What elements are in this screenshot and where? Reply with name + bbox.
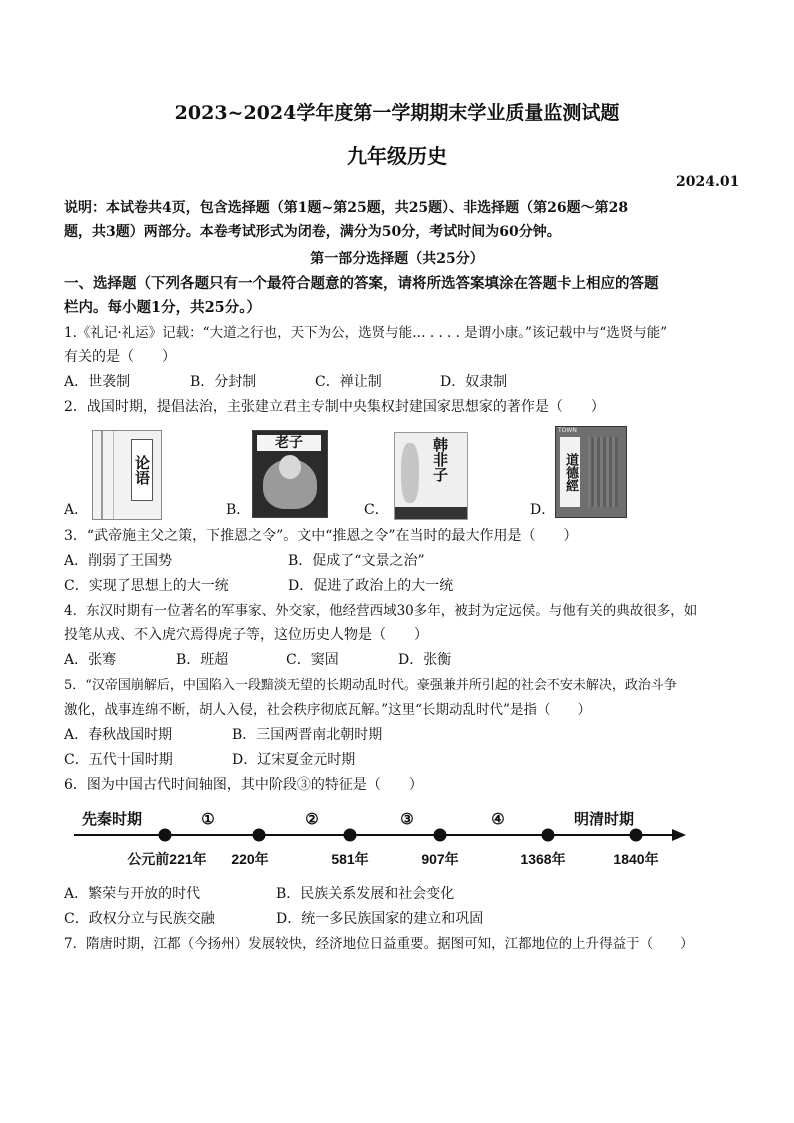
instructions-line-2: 题，共3题）两部分。本卷考试形式为闭卷，满分为50分，考试时间为60分钟。	[64, 224, 561, 240]
timeline-period-label: ③	[400, 811, 414, 828]
q6-option-b: B．民族关系发展和社会变化	[276, 886, 455, 902]
q6-option-c: C．政权分立与民族交融	[64, 911, 215, 927]
part-one-line-1: 一、选择题（下列各题只有一个最符合题意的答案，请将所选答案填涂在答题卡上相应的答题	[64, 275, 659, 292]
q4-option-b: B．班超	[176, 652, 229, 668]
instructions-line-1: 说明：本试卷共4页，包含选择题（第1题~第25题，共25题）、非选择题（第26题～第28	[64, 200, 629, 216]
section-title: 第一部分选择题（共25分）	[310, 251, 484, 267]
question-4-stem: 4．东汉时期有一位著名的军事家、外交家，他经营西域30多年，被封为定远侯。与他有关的典故很多，如	[64, 603, 698, 619]
history-timeline	[0, 800, 794, 880]
part-one-line-2: 栏内。每小题1分，共25分。）	[64, 299, 262, 316]
question-3-stem: 3．“武帝施主父之策，下推恩之令”。文中“推恩之令”在当时的最大作用是（ ）	[64, 528, 578, 544]
timeline-node	[253, 829, 266, 842]
q4-option-a: A．张骞	[64, 652, 117, 668]
book-title-label: 论语	[131, 439, 153, 501]
question-1-stem: 1.《礼记·礼运》记载：“大道之行也，天下为公，选贤与能… . . . . 是谓小康。”该记载中与“选贤与能”	[64, 325, 668, 341]
book-cover-hanfeizi	[394, 432, 468, 520]
question-5-stem-cont: 激化，战事连绵不断，胡人入侵，社会秩序彻底瓦解。”这里“长期动乱时代”是指（ ）	[64, 702, 591, 718]
book-cover-laozi	[252, 430, 328, 518]
q2-option-c: C．	[364, 502, 389, 518]
timeline-year-label: 1368年	[520, 851, 566, 867]
question-2-stem: 2．战国时期，提倡法治，主张建立君主专制中央集权封建国家思想家的著作是（ ）	[64, 399, 605, 415]
timeline-node	[159, 829, 172, 842]
timeline-period-label: ①	[201, 811, 215, 828]
q4-option-d: D．张衡	[398, 652, 452, 668]
timeline-year-label: 907年	[421, 851, 459, 867]
question-1-stem-cont: 有关的是（ ）	[64, 349, 176, 365]
book-title-label: 老子	[257, 435, 321, 451]
timeline-node	[434, 829, 447, 842]
q5-option-c: C．五代十国时期	[64, 752, 173, 768]
book-title-label: 韩非子	[431, 437, 449, 482]
q5-option-d: D．辽宋夏金元时期	[232, 752, 356, 768]
q4-option-c: C．窦固	[286, 652, 339, 668]
q1-option-b: B．分封制	[190, 374, 257, 390]
q3-option-c: C．实现了思想上的大一统	[64, 578, 229, 594]
q3-option-b: B．促成了“文景之治”	[288, 553, 425, 569]
timeline-arrowhead	[672, 829, 686, 841]
q5-option-b: B．三国两晋南北朝时期	[232, 727, 383, 743]
exam-subject: 九年级历史	[347, 144, 447, 168]
q2-option-b: B．	[226, 502, 251, 518]
book-cover-lunyu	[92, 430, 162, 520]
q6-option-d: D．统一多民族国家的建立和巩固	[276, 911, 484, 927]
timeline-period-label: ④	[491, 811, 505, 828]
timeline-node	[630, 829, 643, 842]
q1-option-d: D．奴隶制	[440, 374, 508, 390]
q6-option-a: A．繁荣与开放的时代	[64, 886, 201, 902]
q2-option-d: D．	[530, 502, 556, 518]
q5-option-a: A．春秋战国时期	[64, 727, 173, 743]
q1-option-c: C．禅让制	[315, 374, 382, 390]
book-title-label: 道德經	[560, 437, 580, 507]
exam-date: 2024.01	[676, 174, 740, 190]
timeline-period-label: 先秦时期	[81, 811, 143, 828]
publisher-label: TOWN	[558, 427, 577, 434]
timeline-year-label: 公元前221年	[127, 851, 207, 867]
question-7-stem: 7．隋唐时期，江都（今扬州）发展较快，经济地位日益重要。据图可知，江都地位的上升得益于（ ）	[64, 936, 694, 952]
timeline-period-label: 明清时期	[573, 811, 635, 828]
figure-illustration	[401, 443, 419, 503]
timeline-period-label: ②	[305, 811, 319, 828]
timeline-year-label: 581年	[331, 851, 369, 867]
q3-option-a: A．削弱了王国势	[64, 553, 173, 569]
timeline-node	[542, 829, 555, 842]
timeline-node	[344, 829, 357, 842]
q1-option-a: A．世袭制	[64, 374, 131, 390]
question-6-stem: 6．图为中国古代时间轴图，其中阶段③的特征是（ ）	[64, 777, 423, 793]
q2-option-a: A．	[64, 502, 89, 518]
timeline-year-label: 1840年	[613, 851, 659, 867]
question-5-stem: 5．“汉帝国崩解后，中国陷入一段黯淡无望的长期动乱时代。豪强兼并所引起的社会不安未解决，政治斗争	[64, 678, 677, 693]
exam-title: 2023~2024学年度第一学期期末学业质量监测试题	[174, 102, 620, 124]
timeline-year-label: 220年	[231, 851, 269, 867]
question-4-stem-cont: 投笔从戎、不入虎穴焉得虎子等，这位历史人物是（ ）	[64, 627, 428, 643]
q3-option-d: D．促进了政治上的大一统	[288, 578, 454, 594]
book-cover-daodejing	[555, 426, 627, 518]
